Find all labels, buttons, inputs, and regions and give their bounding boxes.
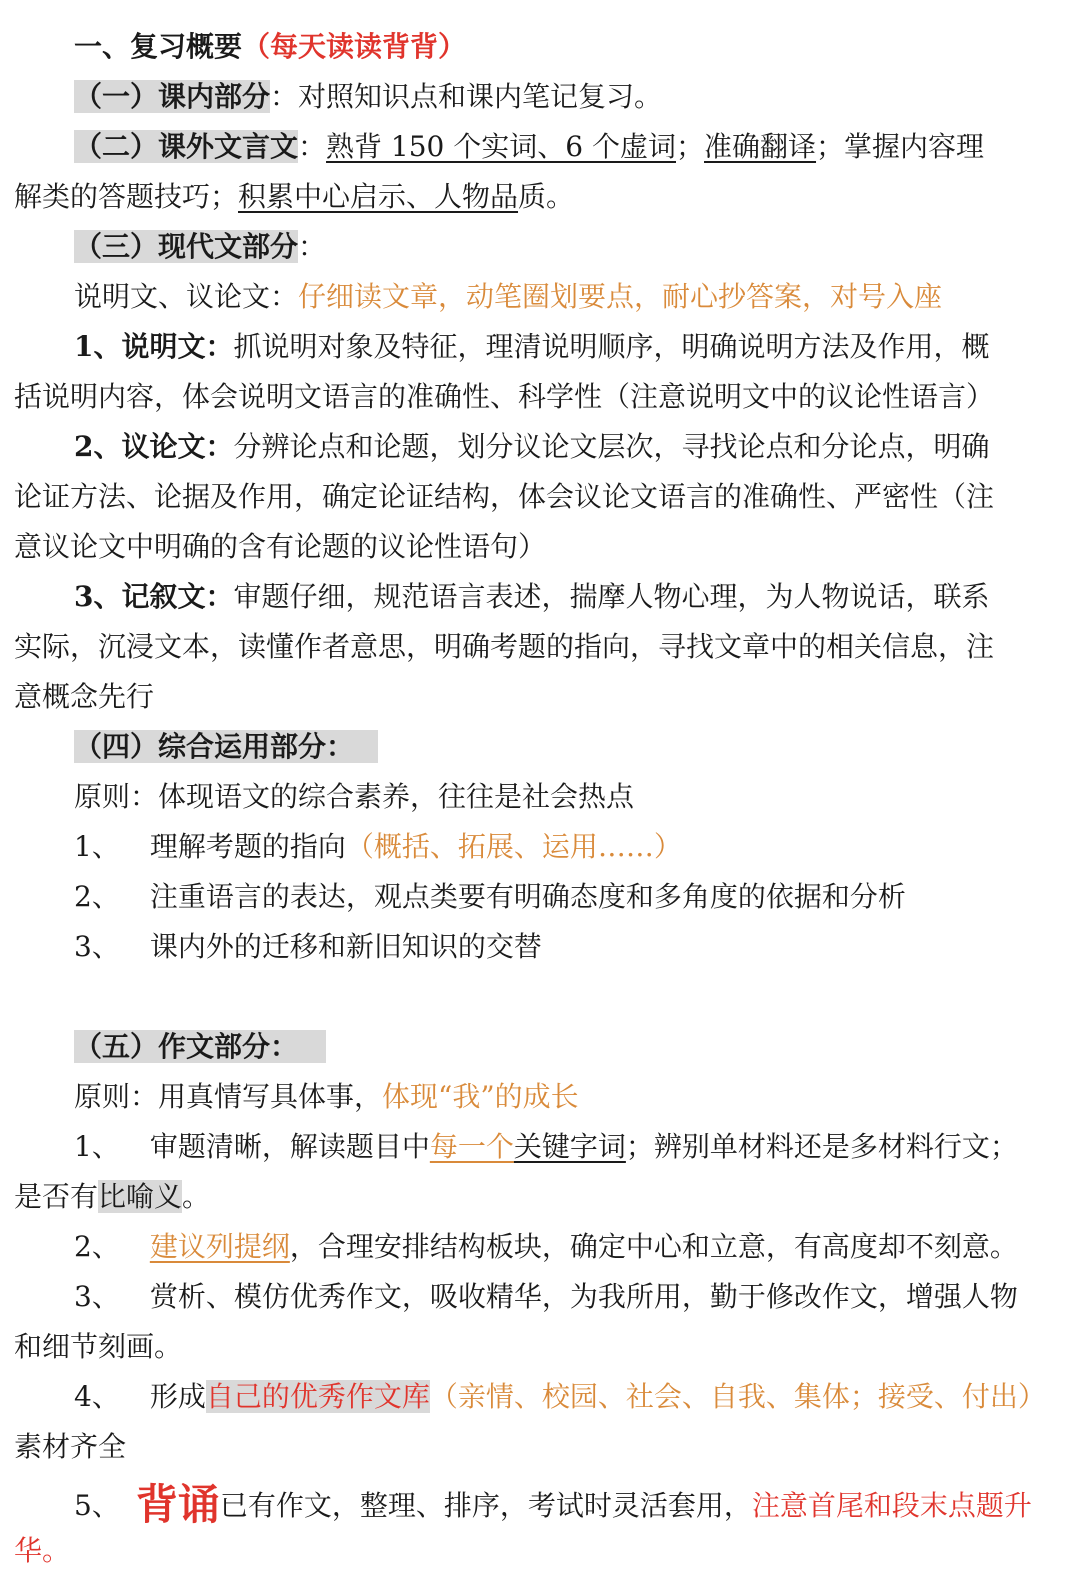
section-2-sep: ； xyxy=(676,130,705,163)
essay-item-1-line-1 xyxy=(0,1122,1080,1172)
section-1-text: 对照知识点和课内笔记复习。 xyxy=(298,80,663,113)
argumentative-line-2 xyxy=(0,472,1080,522)
expository-label: 1、说明文： xyxy=(74,330,234,363)
essay-5-recite: 背诵 xyxy=(135,1480,220,1529)
title-subtitle: （每天读读背背） xyxy=(242,30,467,63)
argumentative-text-b: 论证方法、论据及作用，确定论证结构，体会议论文语言的准确性、严密性（注 xyxy=(14,480,995,513)
item-number: 4、 xyxy=(74,1380,120,1413)
essay-item-5-line-1 xyxy=(0,1480,1080,1530)
essay-1-text-e: 是否有 xyxy=(14,1180,99,1213)
narrative-line-3 xyxy=(0,672,1080,722)
item-number: 1、 xyxy=(74,1130,120,1163)
essay-3-text-b: 和细节刻画。 xyxy=(14,1330,183,1363)
item-number: 5、 xyxy=(74,1489,120,1522)
essay-item-3-line-1 xyxy=(0,1272,1080,1322)
essay-item-5-line-2 xyxy=(0,1526,1080,1576)
expository-line-2 xyxy=(0,372,1080,422)
section-2-text-b: 解类的答题技巧； xyxy=(14,180,239,213)
main-title: 一、复习概要 xyxy=(74,30,243,63)
section-4-heading-line xyxy=(0,722,1080,772)
section-2-text-c: 质。 xyxy=(518,180,575,213)
essay-5-text-c: 华。 xyxy=(14,1534,71,1567)
section-4-heading: （四）综合运用部分： xyxy=(74,730,378,763)
argumentative-text-c: 意议论文中明确的含有论题的议论性语句） xyxy=(14,530,547,563)
essay-item-4-line-2 xyxy=(0,1422,1080,1472)
narrative-line-2 xyxy=(0,622,1080,672)
argumentative-text-a: 分辨论点和论题，划分议论文层次，寻找论点和分论点，明确 xyxy=(233,430,990,463)
title-line xyxy=(0,22,1080,72)
argumentative-label: 2、议论文： xyxy=(74,430,234,463)
essay-3-text-a: 赏析、模仿优秀作文，吸收精华，为我所用，勤于修改作文，增强人物 xyxy=(149,1280,1018,1313)
section-3-intro-hint: 仔细读文章，动笔圈划要点，耐心抄答案，对号入座 xyxy=(298,280,943,313)
essay-2-outline: 建议列提纲 xyxy=(149,1230,290,1263)
argumentative-line-3 xyxy=(0,522,1080,572)
expository-text-b: 括说明内容，体会说明文语言的准确性、科学性（注意说明文中的议论性语言） xyxy=(14,380,995,413)
section-5-heading-line xyxy=(0,1022,1080,1072)
item-number: 3、 xyxy=(74,1280,120,1313)
essay-2-text: ，合理安排结构板块，确定中心和立意，有高度却不刻意。 xyxy=(289,1230,1018,1263)
item-text: 理解考题的指向 xyxy=(149,830,346,863)
essay-1-keywords: 关键字词 xyxy=(513,1130,626,1163)
section-3-colon: ： xyxy=(298,230,327,263)
section-2-accumulate: 积累中心启示、人物品 xyxy=(238,180,519,213)
essay-4-text-d: 素材齐全 xyxy=(14,1430,127,1463)
section-3-heading: （三）现代文部分 xyxy=(74,230,299,263)
narrative-label: 3、记叙文： xyxy=(74,580,234,613)
section-1-heading: （一）课内部分 xyxy=(74,80,271,113)
item-number: 2、 xyxy=(74,880,120,913)
essay-item-4-line-1 xyxy=(0,1372,1080,1422)
section-4-item-1 xyxy=(0,822,1080,872)
section-5-heading: （五）作文部分： xyxy=(74,1030,326,1063)
item-text: 课内外的迁移和新旧知识的交替 xyxy=(149,930,542,963)
section-5-principle-a: 原则：用真情写具体事， xyxy=(74,1080,383,1113)
essay-item-3-line-2 xyxy=(0,1322,1080,1372)
section-3-intro-label: 说明文、议论文： xyxy=(74,280,299,313)
essay-1-text-d: ；辨别单材料还是多材料行文； xyxy=(625,1130,1018,1163)
narrative-line-1 xyxy=(0,572,1080,622)
section-3-intro xyxy=(0,272,1080,322)
section-2-line-1 xyxy=(0,122,1080,172)
item-number: 2、 xyxy=(74,1230,120,1263)
section-5-principle xyxy=(0,1072,1080,1122)
essay-item-1-line-2 xyxy=(0,1172,1080,1222)
essay-4-text-a: 形成 xyxy=(149,1380,206,1413)
section-4-item-2 xyxy=(0,872,1080,922)
narrative-text-a: 审题仔细，规范语言表述，揣摩人物心理，为人物说话，联系 xyxy=(233,580,990,613)
item-hint: （概括、拓展、运用……） xyxy=(345,830,682,863)
item-number: 1、 xyxy=(74,830,120,863)
narrative-text-c: 意概念先行 xyxy=(14,680,155,713)
essay-4-library: 自己的优秀作文库 xyxy=(205,1380,430,1413)
essay-5-text-b: 注意首尾和段末点题升 xyxy=(751,1489,1032,1522)
item-text: 注重语言的表达，观点类要有明确态度和多角度的依据和分析 xyxy=(149,880,906,913)
essay-1-metaphor: 比喻义 xyxy=(98,1180,183,1213)
section-4-principle xyxy=(0,772,1080,822)
essay-4-topics: （亲情、校园、社会、自我、集体；接受、付出） xyxy=(429,1380,1046,1413)
section-2-vocab: 熟背 150 个实词、6 个虚词 xyxy=(326,130,676,163)
section-2-line-2 xyxy=(0,172,1080,222)
narrative-text-b: 实际，沉浸文本，读懂作者意思，明确考题的指向，寻找文章中的相关信息，注 xyxy=(14,630,995,663)
essay-5-text-a: 已有作文，整理、排序，考试时灵活套用， xyxy=(219,1489,752,1522)
essay-1-text-a: 审题清晰，解读题目中 xyxy=(149,1130,430,1163)
section-2-text-a: ；掌握内容理 xyxy=(816,130,985,163)
section-3-heading-line xyxy=(0,222,1080,272)
section-2-colon: ： xyxy=(298,130,327,163)
section-4-item-3 xyxy=(0,922,1080,972)
essay-1-text-g: 。 xyxy=(182,1180,211,1213)
item-number: 3、 xyxy=(74,930,120,963)
section-2-heading: （二）课外文言文 xyxy=(74,130,299,163)
argumentative-line-1 xyxy=(0,422,1080,472)
expository-text-a: 抓说明对象及特征，理清说明顺序，明确说明方法及作用，概 xyxy=(233,330,990,363)
section-1-colon: ： xyxy=(270,80,299,113)
expository-line-1 xyxy=(0,322,1080,372)
section-1-line xyxy=(0,72,1080,122)
section-4-principle-text: 原则：体现语文的综合素养，往往是社会热点 xyxy=(74,780,635,813)
section-5-principle-b: 体现“我”的成长 xyxy=(382,1080,579,1113)
essay-1-every: 每一个 xyxy=(429,1130,514,1163)
section-2-translate: 准确翻译 xyxy=(704,130,817,163)
essay-item-2 xyxy=(0,1222,1080,1272)
